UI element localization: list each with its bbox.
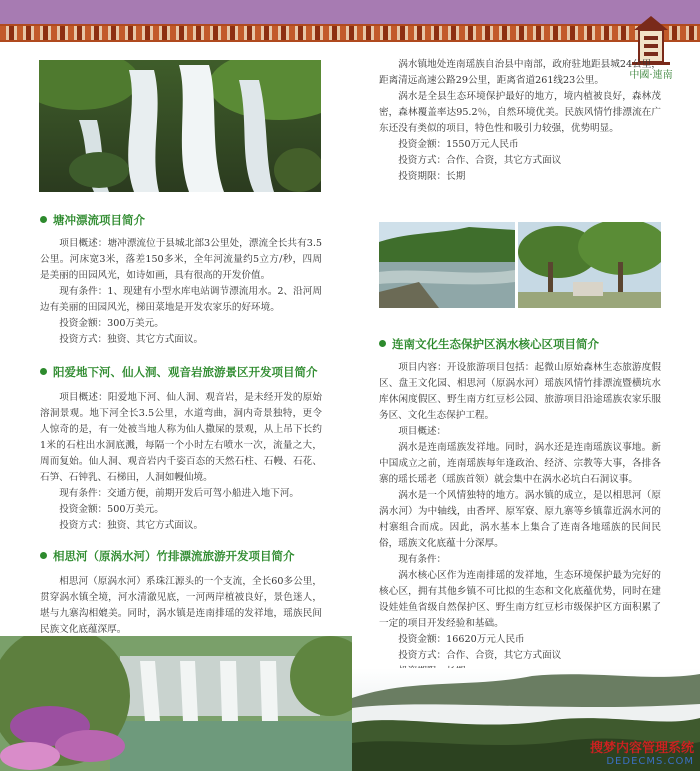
woshui-intro-text: 涡水镇地处连南瑶族自治县中南部，政府驻地距县城24公里，距离清远高速公路29公里，距离省道261线23公里。 涡水是全县生态环境保护最好的地方，境内植被良好，森林茂密，森林覆盖率达95.2％，自然环境优美。民族风情竹排漂流在广东还没有类似的项目，特色性和吸引力较强，优势明显。 投资金额：1550万元人民币 投资方式：合作、合资，其它方式面议 投资期限：长期 (379, 59, 661, 182)
logo-caption: 中國·連南 (629, 70, 673, 81)
yangai-title: 阳爱地下河、仙人洞、观音岩旅游景区开发项目简介 (40, 364, 318, 380)
bullet-dot-icon (40, 368, 47, 375)
liannan-text: 项目内容：开设旅游项目包括：起微山原始森林生态旅游度假区、盘王文化园、相思河（原涡水河）瑶族风情竹排漂流暨横坑水库休闲度假区、野生南方红豆杉公园、旅游项目沿途瑶族农家乐服务区、文化生态保护工程。 项目概述： 涡水是连南瑶族发祥地。同时，涡水还是连南瑶族议事地。新中国成立之前，连南瑶族每年逢政治、经济、宗教等大事，各排各寨的瑶长瑶老（瑶族首领）就会集中在涡水必坑白石洞议事。 涡水是一个风情独特的地方。涡水镇的成立，是以相思河（原涡水河）为中轴线，由香坪、原军寮、原九寨等乡镇靠近涡水河的村寨组合而成。因此，涡水基本上集合了连南各地瑶族的民间民俗，瑶族文化底蕴十分深厚。 现有条件： 涡水核心区作为连南排瑶的发祥地，生态环境保护最为完好的核心区，拥有其他乡镇不可比拟的生态和文化底蕴优势，同时在建设娃娃鱼省级自然保护区、野生南方红豆杉市级保护区方面积累了一定的项目开发经验和基础。 投资金额：16620万元人民币 投资方式：合作、合资，其它方式面议 (379, 362, 661, 661)
bullet-dot-icon (379, 340, 386, 347)
header-purple-band (0, 0, 700, 24)
watermark-line1: 搜梦内容管理系统 (589, 741, 694, 756)
liannan-title: 连南文化生态保护区涡水核心区项目简介 (379, 336, 599, 352)
bullet-dot-icon (40, 552, 47, 559)
river-photo (379, 222, 515, 308)
xiangsi-title: 相思河（原涡水河）竹排漂流旅游开发项目简介 (40, 548, 295, 564)
watermark-line2: DEDECMS.COM (606, 756, 694, 767)
garden-waterfall-photo (0, 636, 352, 771)
watermark (590, 737, 694, 767)
yangai-text: 项目概述：阳爱地下河、仙人洞、观音岩，是未经开发的原始溶洞景观。地下河全长3.5公里，水道弯曲，洞内奇景独特，更令人惊奇的是，有一处被当地人称为仙人撒屎的景观，从上吊下长约1米的石柱出水洞底溅，每隔一个小时左右喷水一次，流量之大，周而复始。仙人洞、观音岩内千姿百态的天然石柱、石幔、石花、石笋、石钟乳、石梯田，人洞如幔仙境。 现有条件：交通方便，前期开发后可驾小船进入地下河。 投资金额：500万美元。 投资方式：独资、其它方式面议。 (40, 392, 322, 531)
tangchong-title: 塘冲漂流项目简介 (40, 212, 145, 228)
tangchong-text: 项目概述：塘冲漂流位于县城北部3公里处，漂流全长共有3.5公里。河床宽3米，落差150多米，全年河流量约5立方/秒，四周是美丽的田园风光，如诗如画，具有很高的开发价值。 现有条件：1、现建有小型水库电站调节漂流用水。2、沿河周边有美丽的田园风光，梯田菜地是开发农家乐的好环境。 投资金额：300万美元。 投资方式：独资、其它方式面议。 (40, 238, 322, 345)
waterfall-photo (39, 60, 321, 192)
bullet-dot-icon (40, 216, 47, 223)
header-pattern-band (0, 24, 700, 42)
trees-photo (518, 222, 661, 308)
xiangsi-text: 相思河（原涡水河）系珠江源头的一个支流，全长60多公里，贯穿涡水镇全境，河水清澈见底，一河两岸植被良好，景色迷人，堪与九寨沟相媲美。同时，涡水镇是连南排瑶的发祥地，瑶族民间民族文化底蕴深厚。 (40, 576, 322, 635)
